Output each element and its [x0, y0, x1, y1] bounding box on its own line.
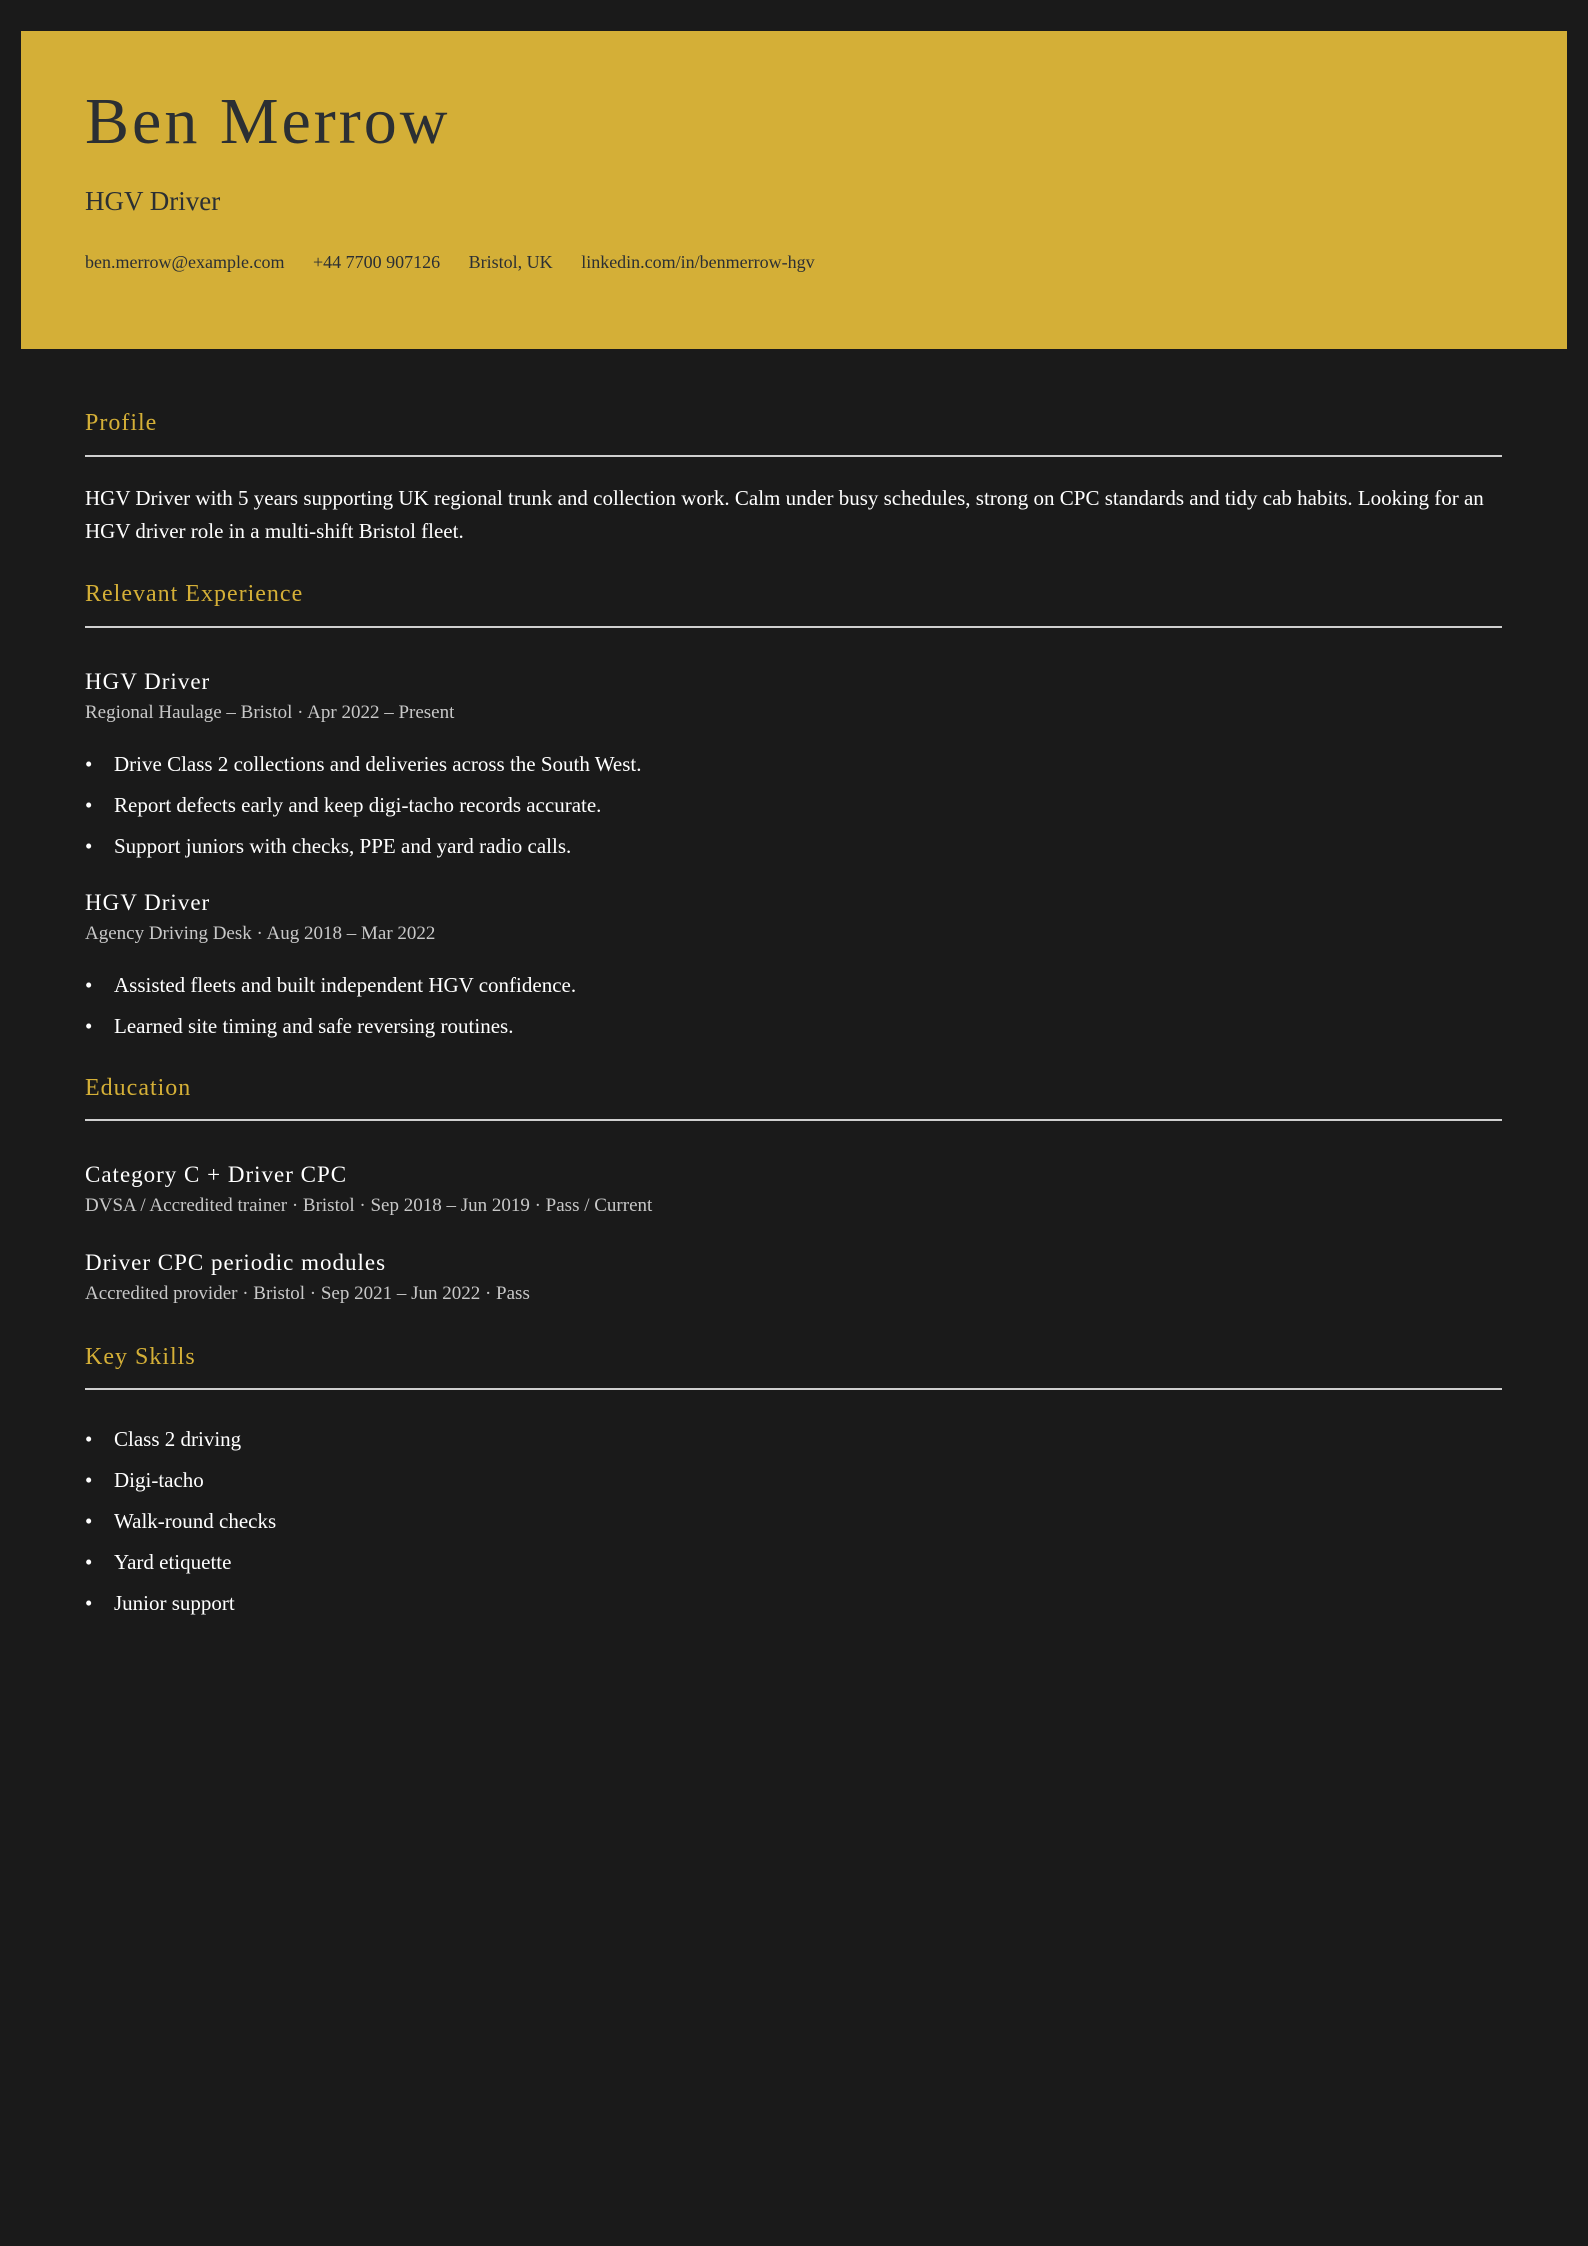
section-title-education: Education [85, 1075, 192, 1101]
contact-email[interactable]: ben.merrow@example.com [85, 252, 285, 272]
resume-header [21, 31, 1567, 349]
education-meta: DVSA / Accredited trainer · Bristol · Sep 2018 – Jun 2019 · Pass / Current [85, 1195, 653, 1216]
section-title-skills: Key Skills [85, 1344, 196, 1370]
contact-line [85, 253, 839, 271]
contact-location: Bristol, UK [468, 252, 553, 272]
section-title-profile: Profile [85, 410, 158, 436]
list-item: • Report defects early and keep digi-tacho records accurate. [85, 793, 602, 817]
skill-item: • Class 2 driving [85, 1427, 242, 1451]
candidate-name: Ben Merrow [85, 85, 451, 158]
contact-phone[interactable]: +44 7700 907126 [313, 252, 441, 272]
skill-item: • Walk-round checks [85, 1509, 277, 1533]
profile-summary: HGV Driver with 5 years supporting UK regional trunk and collection work. Calm under busy schedules, strong on CPC standards and tidy cab habits. Looking for an HGV driver role in a multi-shift Bristol fleet. [85, 486, 1484, 543]
job-meta: Agency Driving Desk · Aug 2018 – Mar 2022 [85, 923, 436, 944]
section-divider [85, 1388, 1502, 1390]
list-item: • Assisted fleets and built independent HGV confidence. [85, 973, 577, 997]
job-meta: Regional Haulage – Bristol · Apr 2022 – Present [85, 702, 455, 723]
list-item: • Learned site timing and safe reversing routines. [85, 1014, 514, 1038]
list-item: • Support juniors with checks, PPE and yard radio calls. [85, 834, 572, 858]
education-meta: Accredited provider · Bristol · Sep 2021 – Jun 2022 · Pass [85, 1283, 530, 1304]
skill-item: • Digi-tacho [85, 1468, 204, 1492]
contact-linkedin[interactable]: linkedin.com/in/benmerrow-hgv [581, 252, 815, 272]
skill-item: • Junior support [85, 1591, 235, 1615]
job-title: HGV Driver [85, 890, 211, 915]
job-title: HGV Driver [85, 669, 211, 694]
section-divider [85, 626, 1502, 628]
list-item: • Drive Class 2 collections and deliveries across the South West. [85, 752, 642, 776]
section-divider [85, 1119, 1502, 1121]
candidate-role: HGV Driver [85, 186, 221, 216]
skill-item: • Yard etiquette [85, 1550, 232, 1574]
education-title: Category C + Driver CPC [85, 1162, 348, 1187]
education-title: Driver CPC periodic modules [85, 1250, 387, 1275]
section-divider [85, 455, 1502, 457]
section-title-experience: Relevant Experience [85, 581, 304, 607]
